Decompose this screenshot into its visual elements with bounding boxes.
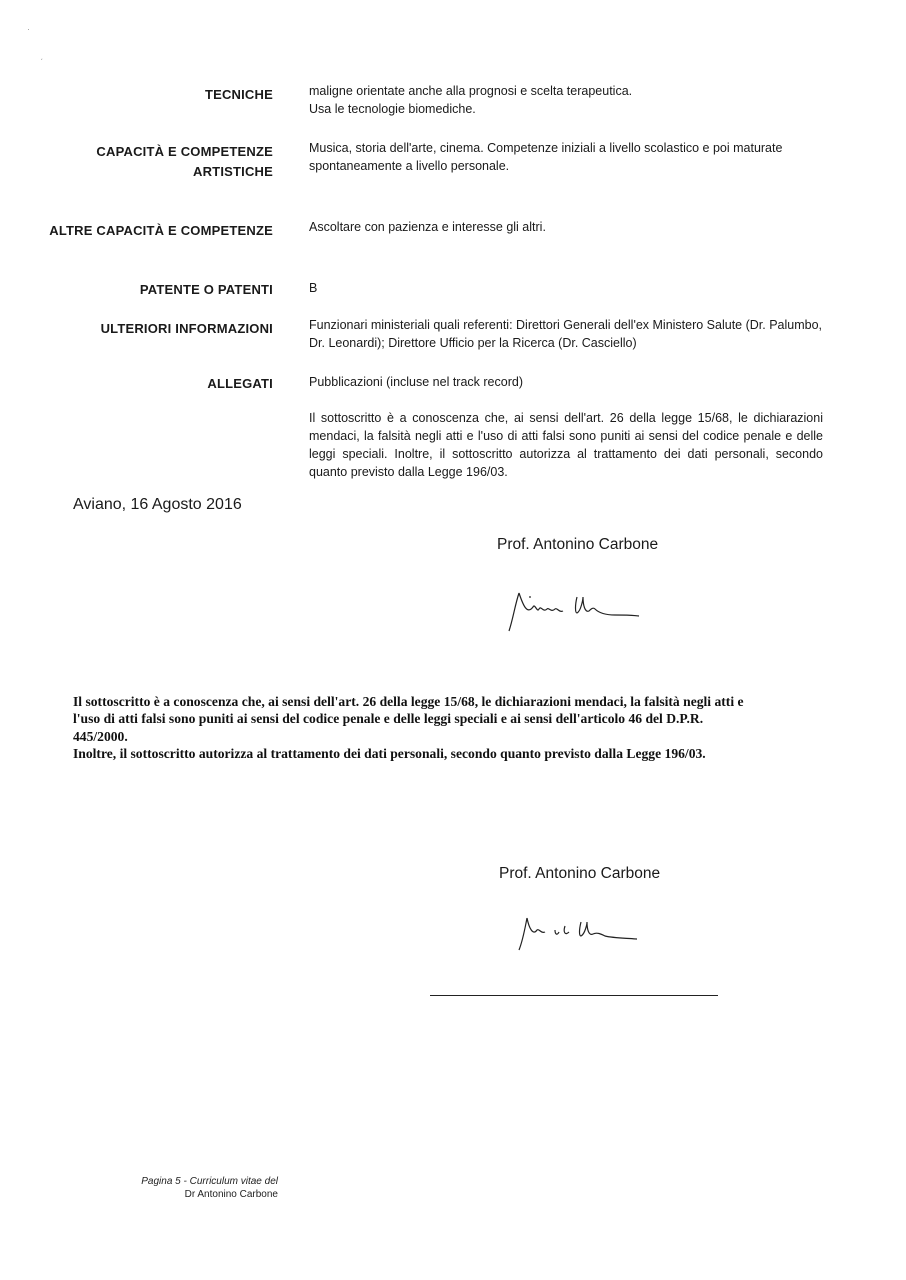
section-value-altre-competenze: Ascoltare con pazienza e interesse gli altri. xyxy=(309,220,546,234)
signature-image xyxy=(505,585,645,635)
divider-line xyxy=(430,995,718,996)
scan-mark: ˏ xyxy=(40,50,43,60)
section-value-patente: B xyxy=(309,281,318,295)
section-label-ulteriori-informazioni: ULTERIORI INFORMAZIONI xyxy=(100,321,273,336)
section-label-artistiche-line1: CAPACITÀ E COMPETENZE xyxy=(96,144,273,159)
footer-line: Dr Antonino Carbone xyxy=(184,1189,278,1200)
scan-mark: · xyxy=(27,24,30,34)
section-value-ulteriori-informazioni: Funzionari ministeriali quali referenti: Direttori Generali dell'ex Ministero Salute (Dr. Palumbo, Dr. Leonardi); Direttore Ufficio per la Ricerca (Dr. Casciello) xyxy=(309,318,823,350)
section-label-patente: PATENTE O PATENTI xyxy=(139,282,273,297)
section-value-tecniche: maligne orientate anche alla prognosi e scelta terapeutica. Usa le tecnologie biomediche. xyxy=(309,84,633,116)
section-label-altre-competenze: ALTRE CAPACITÀ E COMPETENZE xyxy=(49,223,273,238)
section-label-artistiche-line2: ARTISTICHE xyxy=(193,164,273,179)
signer-name: Prof. Antonino Carbone xyxy=(499,865,661,882)
signer-name: Prof. Antonino Carbone xyxy=(497,536,659,553)
section-value-allegati: Pubblicazioni (incluse nel track record) xyxy=(309,375,523,389)
section-value-artistiche: Musica, storia dell'arte, cinema. Competenze iniziali a livello scolastico e poi maturate spontaneamente a livello personale. xyxy=(309,141,783,173)
legal-statement-paragraph: Il sottoscritto è a conoscenza che, ai sensi dell'art. 26 della legge 15/68, le dichiarazioni mendaci, la falsità negli atti e l'uso di atti falsi sono puniti ai sensi del codice penale e delle leggi speciali e ai sensi dell'articolo 46 del D.P.R. 445/2000. xyxy=(73,694,744,744)
footer-line: Pagina 5 - Curriculum vitae del xyxy=(141,1176,278,1187)
signature-image xyxy=(515,912,645,954)
section-label-artistiche xyxy=(96,142,273,182)
legal-statement xyxy=(73,693,753,763)
section-label-allegati: ALLEGATI xyxy=(207,376,273,391)
legal-statement-paragraph: Inoltre, il sottoscritto autorizza al trattamento dei dati personali, secondo quanto previsto dalla Legge 196/03. xyxy=(73,746,706,762)
section-label-tecniche: TECNICHE xyxy=(204,87,273,102)
place-date: Aviano, 16 Agosto 2016 xyxy=(73,496,242,513)
declaration-paragraph: Il sottoscritto è a conoscenza che, ai sensi dell'art. 26 della legge 15/68, le dichiarazioni mendaci, la falsità negli atti e l'uso di atti falsi sono puniti ai sensi del codice penale e delle leggi speciali. Inoltre, il sottoscritto autorizza al trattamento dei dati personali, secondo quanto previsto dalla Legge 196/03. xyxy=(309,411,823,479)
page-footer xyxy=(110,1175,278,1201)
